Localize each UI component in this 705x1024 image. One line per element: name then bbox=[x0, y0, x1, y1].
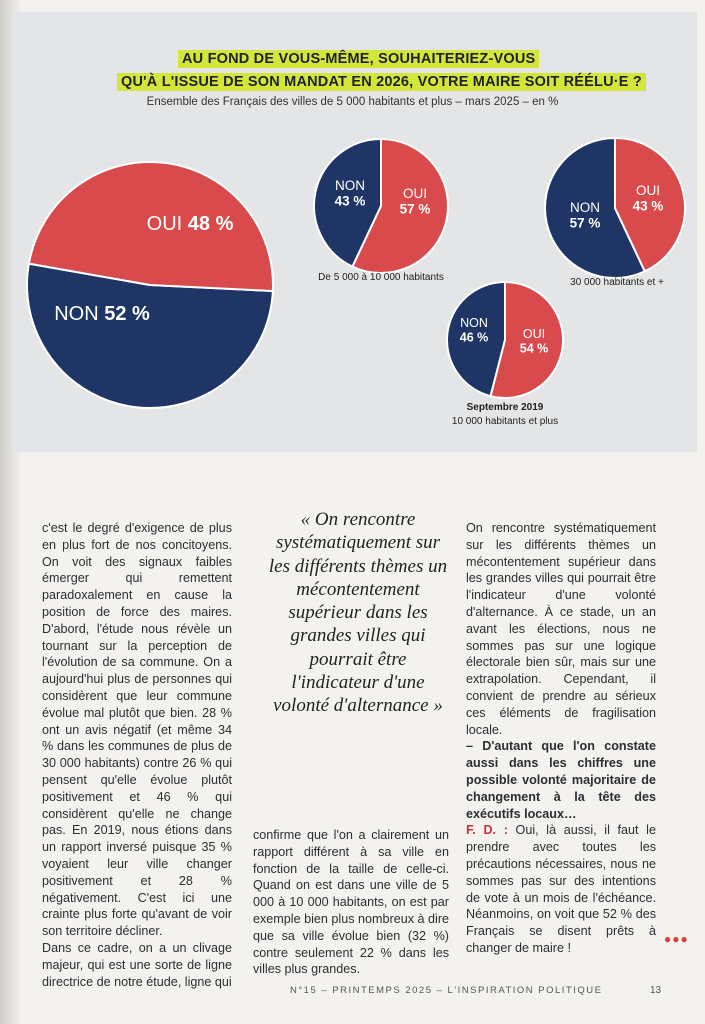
pie-3-caption-date: Septembre 2019 bbox=[466, 402, 544, 413]
pie-3-oui-value: 54 % bbox=[519, 341, 549, 356]
answer-text: Oui, là aussi, il faut le prendre avec toutes les précautions nécessaires, nous ne sommes pas sur des intentions de vote à un mois de l'échéance. Néanmoins, on voit que 52 % des Français se disent prêts à changer de maire ! bbox=[466, 823, 656, 955]
page-footer: N°15 – PRINTEMPS 2025 – L'INSPIRATION POLITIQUE bbox=[290, 985, 603, 996]
pie-2-non-label: NON bbox=[570, 200, 600, 215]
article-paragraph: confirme que l'on a clairement un rapport différent à sa ville en fonction de la taille de celle-ci. Quand on est dans une ville de 5 000 à 10 000 habitants, on est par exemple bien plus nombreux à dire que sa ville évolue bien (32 %) contre seulement 22 % dans les villes plus grandes. bbox=[253, 828, 450, 977]
pie-1-caption: De 5 000 à 10 000 habitants bbox=[318, 272, 444, 283]
pie-2-oui-label: OUI bbox=[635, 183, 661, 198]
pie-2-oui-value: 43 % bbox=[632, 198, 664, 214]
pie-3-non-label: NON bbox=[460, 316, 488, 330]
pie-0-oui: OUI 48 % bbox=[146, 213, 234, 235]
article-paragraph: On rencontre systématiquement sur les différents thèmes un mécontentement supérieur dans les grandes villes qui pourrait être l'indicateur d'une volonté d'alternance. À ce stade, un an avant les élections, nous ne sommes pas sur une logique électorale bien sûr, mais sur une extrapolation. Cependant, il convient de prendre au sérieux ces éléments de fragilisation locale. bbox=[466, 521, 656, 737]
pie-0-non: NON 52 % bbox=[54, 303, 150, 325]
continued-marker: ●●● bbox=[664, 932, 689, 946]
pie-1-non-label: NON bbox=[335, 178, 365, 193]
pie-2-caption: 30 000 habitants et + bbox=[570, 277, 664, 288]
page-number: 13 bbox=[650, 985, 662, 996]
pie-1-oui-value: 57 % bbox=[399, 201, 431, 217]
pie-1-oui-label: OUI bbox=[402, 186, 428, 201]
pie-3-caption: 10 000 habitants et plus bbox=[451, 416, 559, 427]
pie-3-non-value: 46 % bbox=[459, 330, 489, 345]
pie-3-oui-label: OUI bbox=[522, 327, 546, 341]
figure-title-line-1: AU FOND DE VOUS-MÊME, SOUHAITERIEZ-VOUS bbox=[178, 50, 539, 68]
article-column-3 bbox=[466, 520, 656, 957]
answer-speaker: F. D. : bbox=[466, 823, 508, 838]
figure-title-line-2: QU'À L'ISSUE DE SON MANDAT EN 2026, VOTRE MAIRE SOIT RÉÉLU·E ? bbox=[117, 73, 646, 91]
interview-answer bbox=[466, 822, 656, 956]
pie-charts bbox=[0, 0, 705, 460]
pie-2-non-value: 57 % bbox=[569, 215, 601, 231]
pie-1-non-value: 43 % bbox=[334, 193, 366, 209]
article-column-2 bbox=[253, 827, 449, 978]
interview-question: – D'autant que l'on constate aussi dans les chiffres une possible volonté majoritaire de changement à la tête des exécutifs locaux… bbox=[466, 739, 656, 821]
article-paragraph: Dans ce cadre, on a un clivage majeur, qui est une sorte de ligne directrice de notre étude, ligne qui bbox=[42, 940, 232, 989]
figure-subtitle: Ensemble des Français des villes de 5 000 habitants et plus – mars 2025 – en % bbox=[146, 96, 559, 108]
article-paragraph: c'est le degré d'exigence de plus en plus fort de nos concitoyens. On voit des signaux faibles émerger qui remettent paradoxalement en cause la position de force des maires. D'abord, l'étude nous révèle un tournant sur la perception de l'évolution de sa commune. On a aujourd'hui plus de personnes qui considèrent que leur commune évolue mal plutôt que bien. 28 % ont un avis négatif (et même 34 % dans les communes de plus de 30 000 habitants) contre 26 % qui pensent qu'elle évolue plutôt positivement et 46 % qui considèrent qu'elle ne change pas. En 2019, nous étions dans un rapport inversé puisque 35 % voyaient leur ville changer positivement et 28 % négativement. C'est ici une crainte plus forte qu'avant de voir son territoire décliner. bbox=[42, 521, 232, 939]
pull-quote: « On rencontre systématiquement sur les différents thèmes un mécontentement supérieur dans les grandes villes qui pourrait être l'indicateur d'une volonté d'alternance » bbox=[268, 509, 448, 717]
article-column-1 bbox=[42, 520, 232, 990]
